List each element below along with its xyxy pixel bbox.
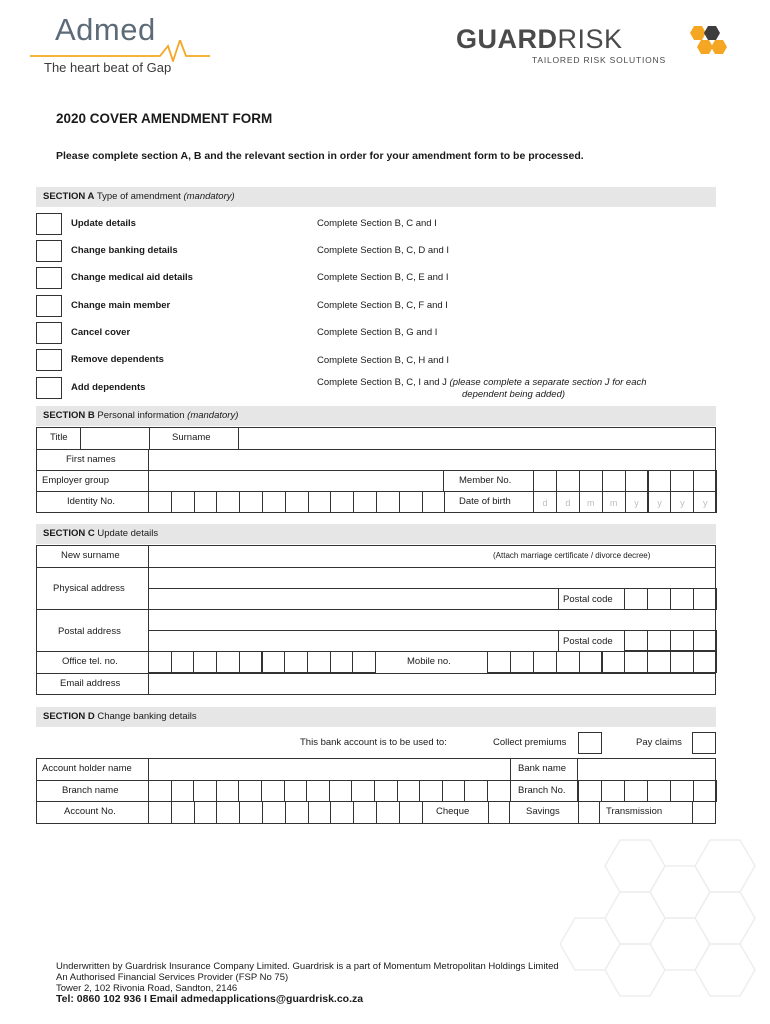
account-no-box[interactable] xyxy=(262,801,286,824)
change-medical-aid-checkbox[interactable] xyxy=(36,267,62,289)
office-tel-box[interactable] xyxy=(193,651,217,673)
branch-no-box[interactable] xyxy=(693,780,717,802)
option-label: Update details xyxy=(71,218,136,229)
email-label: Email address xyxy=(60,678,121,689)
branch-no-label: Branch No. xyxy=(518,785,566,796)
account-no-box[interactable] xyxy=(308,801,332,824)
section-b-header: SECTION B Personal information (mandatory) xyxy=(36,406,716,426)
account-no-box[interactable] xyxy=(285,801,309,824)
attach-note: (Attach marriage certificate / divorce decree) xyxy=(493,551,651,560)
date-of-birth-box[interactable]: y xyxy=(670,491,694,513)
postal-code-label: Postal code xyxy=(563,636,613,647)
option-label: Add dependents xyxy=(71,382,146,393)
postal-code-box[interactable] xyxy=(693,588,717,610)
identity-no-box[interactable] xyxy=(353,491,377,513)
collect-premiums-checkbox[interactable] xyxy=(578,732,602,754)
admed-tagline: The heart beat of Gap xyxy=(44,60,172,75)
footer xyxy=(56,961,559,1005)
first-names-input[interactable] xyxy=(148,449,716,471)
postal-code-box[interactable] xyxy=(647,588,671,610)
bank-name-input[interactable] xyxy=(578,758,716,781)
admed-logo xyxy=(30,12,220,78)
employer-group-input[interactable] xyxy=(148,470,444,492)
postal-code-box[interactable] xyxy=(624,630,648,651)
instruction-text: Please complete section A, B and the relevant section in order for your amendment form to be processed. xyxy=(56,150,584,162)
cheque-label: Cheque xyxy=(436,806,470,817)
branch-name-box[interactable] xyxy=(148,780,172,802)
account-no-box[interactable] xyxy=(330,801,354,824)
postal-address-label: Postal address xyxy=(58,626,121,637)
postal-code-box[interactable] xyxy=(670,630,694,651)
postal-code-box[interactable] xyxy=(624,588,648,610)
branch-name-box[interactable] xyxy=(397,780,421,802)
identity-no-box[interactable] xyxy=(216,491,240,513)
account-no-box[interactable] xyxy=(148,801,172,824)
employer-group-label: Employer group xyxy=(42,475,110,486)
physical-address-line2[interactable] xyxy=(148,588,558,610)
branch-no-box[interactable] xyxy=(601,780,625,802)
date-of-birth-label: Date of birth xyxy=(459,496,511,507)
pay-claims-label: Pay claims xyxy=(636,737,682,748)
footer-underwritten: Underwritten by Guardrisk Insurance Company Limited. Guardrisk is a part of Momentum Metropolitan Holdings Limited xyxy=(56,961,559,972)
option-label: Remove dependents xyxy=(71,354,164,365)
option-requirement: Complete Section B, C and I xyxy=(317,218,437,229)
branch-no-box[interactable] xyxy=(647,780,671,802)
postal-code-box[interactable] xyxy=(670,588,694,610)
account-no-box[interactable] xyxy=(216,801,240,824)
branch-no-box[interactable] xyxy=(578,780,602,802)
cheque-checkbox[interactable] xyxy=(488,801,510,824)
office-tel-box[interactable] xyxy=(239,651,263,673)
identity-no-box[interactable] xyxy=(285,491,309,513)
date-of-birth-box[interactable]: y xyxy=(648,491,672,513)
postal-code-box[interactable] xyxy=(647,630,671,651)
identity-no-label: Identity No. xyxy=(67,496,116,507)
account-no-box[interactable] xyxy=(353,801,377,824)
footer-fsp: An Authorised Financial Services Provider (FSP No 75) xyxy=(56,972,289,983)
transmission-checkbox[interactable] xyxy=(692,801,716,824)
office-tel-box[interactable] xyxy=(262,651,286,673)
branch-name-box[interactable] xyxy=(306,780,330,802)
footer-address: Tower 2, 102 Rivonia Road, Sandton, 2146 xyxy=(56,983,238,994)
option-label: Change main member xyxy=(71,300,171,311)
account-holder-label: Account holder name xyxy=(42,763,132,774)
mobile-no-box[interactable] xyxy=(487,651,511,673)
bank-name-label: Bank name xyxy=(518,763,567,774)
identity-no-box[interactable] xyxy=(422,491,446,513)
surname-label: Surname xyxy=(172,432,211,443)
physical-address-label: Physical address xyxy=(53,583,125,594)
identity-no-box[interactable] xyxy=(262,491,286,513)
branch-name-box[interactable] xyxy=(419,780,443,802)
change-main-member-checkbox[interactable] xyxy=(36,295,62,317)
hexagon-watermark xyxy=(560,820,770,1020)
account-no-box[interactable] xyxy=(376,801,400,824)
member-no-box[interactable] xyxy=(693,470,717,492)
identity-no-box[interactable] xyxy=(148,491,172,513)
member-no-box[interactable] xyxy=(533,470,557,492)
postal-code-label: Postal code xyxy=(563,594,613,605)
collect-premiums-label: Collect premiums xyxy=(493,737,567,748)
option-label: Change banking details xyxy=(71,245,178,256)
member-no-box[interactable] xyxy=(625,470,649,492)
option-label: Change medical aid details xyxy=(71,272,193,283)
physical-address-line1[interactable] xyxy=(148,567,716,589)
identity-no-box[interactable] xyxy=(239,491,263,513)
honeycomb-icon xyxy=(684,24,728,56)
branch-name-box[interactable] xyxy=(193,780,217,802)
account-no-label: Account No. xyxy=(64,806,116,817)
account-no-box[interactable] xyxy=(399,801,423,824)
office-tel-box[interactable] xyxy=(307,651,331,673)
postal-code-box[interactable] xyxy=(693,630,717,651)
mobile-no-box[interactable] xyxy=(510,651,534,673)
office-tel-label: Office tel. no. xyxy=(62,656,118,667)
identity-no-box[interactable] xyxy=(376,491,400,513)
mobile-no-box[interactable] xyxy=(579,651,603,673)
first-names-label: First names xyxy=(66,454,116,465)
option-requirement: Complete Section B, C, H and I xyxy=(317,355,450,366)
pay-claims-checkbox[interactable] xyxy=(692,732,716,754)
mobile-no-box[interactable] xyxy=(624,651,648,673)
member-no-box[interactable] xyxy=(556,470,580,492)
member-no-label: Member No. xyxy=(459,475,512,486)
branch-name-box[interactable] xyxy=(216,780,240,802)
date-of-birth-box[interactable]: d xyxy=(533,491,557,513)
mobile-no-box[interactable] xyxy=(533,651,557,673)
office-tel-box[interactable] xyxy=(352,651,376,673)
branch-name-label: Branch name xyxy=(62,785,119,796)
guardrisk-logo xyxy=(456,20,736,70)
member-no-box[interactable] xyxy=(602,470,626,492)
postal-address-line2[interactable] xyxy=(148,630,558,651)
email-input[interactable] xyxy=(148,673,716,695)
mobile-no-box[interactable] xyxy=(647,651,671,673)
branch-no-box[interactable] xyxy=(624,780,648,802)
transmission-label: Transmission xyxy=(606,806,663,817)
branch-name-box[interactable] xyxy=(351,780,375,802)
option-requirement-note: dependent being added) xyxy=(462,389,566,400)
account-holder-input[interactable] xyxy=(148,758,510,781)
heartbeat-icon xyxy=(30,40,210,62)
date-of-birth-box[interactable]: m xyxy=(602,491,626,513)
office-tel-box[interactable] xyxy=(171,651,195,673)
branch-name-box[interactable] xyxy=(464,780,488,802)
branch-name-box[interactable] xyxy=(171,780,195,802)
cancel-cover-checkbox[interactable] xyxy=(36,322,62,344)
guardrisk-brand: GUARDRISK xyxy=(456,24,623,54)
branch-name-box[interactable] xyxy=(261,780,285,802)
branch-name-box[interactable] xyxy=(442,780,466,802)
identity-no-box[interactable] xyxy=(171,491,195,513)
office-tel-box[interactable] xyxy=(330,651,354,673)
member-no-box[interactable] xyxy=(648,470,672,492)
identity-no-box[interactable] xyxy=(308,491,332,513)
title-input[interactable] xyxy=(80,427,150,450)
member-no-box[interactable] xyxy=(670,470,694,492)
identity-no-box[interactable] xyxy=(330,491,354,513)
branch-name-box[interactable] xyxy=(284,780,308,802)
option-requirement: Complete Section B, C, E and I xyxy=(317,272,449,283)
change-banking-checkbox[interactable] xyxy=(36,240,62,262)
remove-dependents-checkbox[interactable] xyxy=(36,349,62,371)
account-no-box[interactable] xyxy=(239,801,263,824)
admed-brand: Admed xyxy=(55,12,156,47)
mobile-no-box[interactable] xyxy=(670,651,694,673)
title-label: Title xyxy=(50,432,68,443)
update-details-checkbox[interactable] xyxy=(36,213,62,235)
identity-no-box[interactable] xyxy=(399,491,423,513)
add-dependents-checkbox[interactable] xyxy=(36,377,62,399)
surname-input[interactable] xyxy=(238,427,716,450)
account-no-box[interactable] xyxy=(171,801,195,824)
option-requirement: Complete Section B, C, F and I xyxy=(317,300,448,311)
date-of-birth-box[interactable]: m xyxy=(579,491,603,513)
mobile-label: Mobile no. xyxy=(407,656,451,667)
form-title: 2020 COVER AMENDMENT FORM xyxy=(56,111,273,126)
postal-address-line1[interactable] xyxy=(148,609,716,631)
date-of-birth-box[interactable]: y xyxy=(693,491,717,513)
savings-label: Savings xyxy=(526,806,560,817)
branch-no-box[interactable] xyxy=(670,780,694,802)
mobile-no-box[interactable] xyxy=(602,651,626,673)
section-d-header: SECTION D Change banking details xyxy=(36,707,716,727)
mobile-no-box[interactable] xyxy=(556,651,580,673)
usage-prompt: This bank account is to be used to: xyxy=(300,737,447,748)
option-requirement: Complete Section B, C, D and I xyxy=(317,245,450,256)
date-of-birth-box[interactable]: d xyxy=(556,491,580,513)
branch-name-box[interactable] xyxy=(329,780,353,802)
office-tel-box[interactable] xyxy=(216,651,240,673)
footer-contact: Tel: 0860 102 936 I Email admedapplications@guardrisk.co.za xyxy=(56,993,364,1005)
option-requirement: Complete Section B, G and I xyxy=(317,327,438,338)
branch-name-box[interactable] xyxy=(487,780,511,802)
section-a-header: SECTION A Type of amendment (mandatory) xyxy=(36,187,716,207)
mobile-no-box[interactable] xyxy=(693,651,717,673)
date-of-birth-box[interactable]: y xyxy=(625,491,649,513)
account-no-box[interactable] xyxy=(194,801,218,824)
option-requirement: Complete Section B, C, I and J (please complete a separate section J for each xyxy=(317,377,647,388)
guardrisk-tagline: TAILORED RISK SOLUTIONS xyxy=(532,55,666,65)
branch-name-box[interactable] xyxy=(374,780,398,802)
option-label: Cancel cover xyxy=(71,327,131,338)
office-tel-box[interactable] xyxy=(284,651,308,673)
member-no-box[interactable] xyxy=(579,470,603,492)
savings-checkbox[interactable] xyxy=(578,801,600,824)
new-surname-label: New surname xyxy=(61,550,120,561)
office-tel-box[interactable] xyxy=(148,651,172,673)
section-c-header: SECTION C Update details xyxy=(36,524,716,544)
identity-no-box[interactable] xyxy=(194,491,218,513)
branch-name-box[interactable] xyxy=(238,780,262,802)
